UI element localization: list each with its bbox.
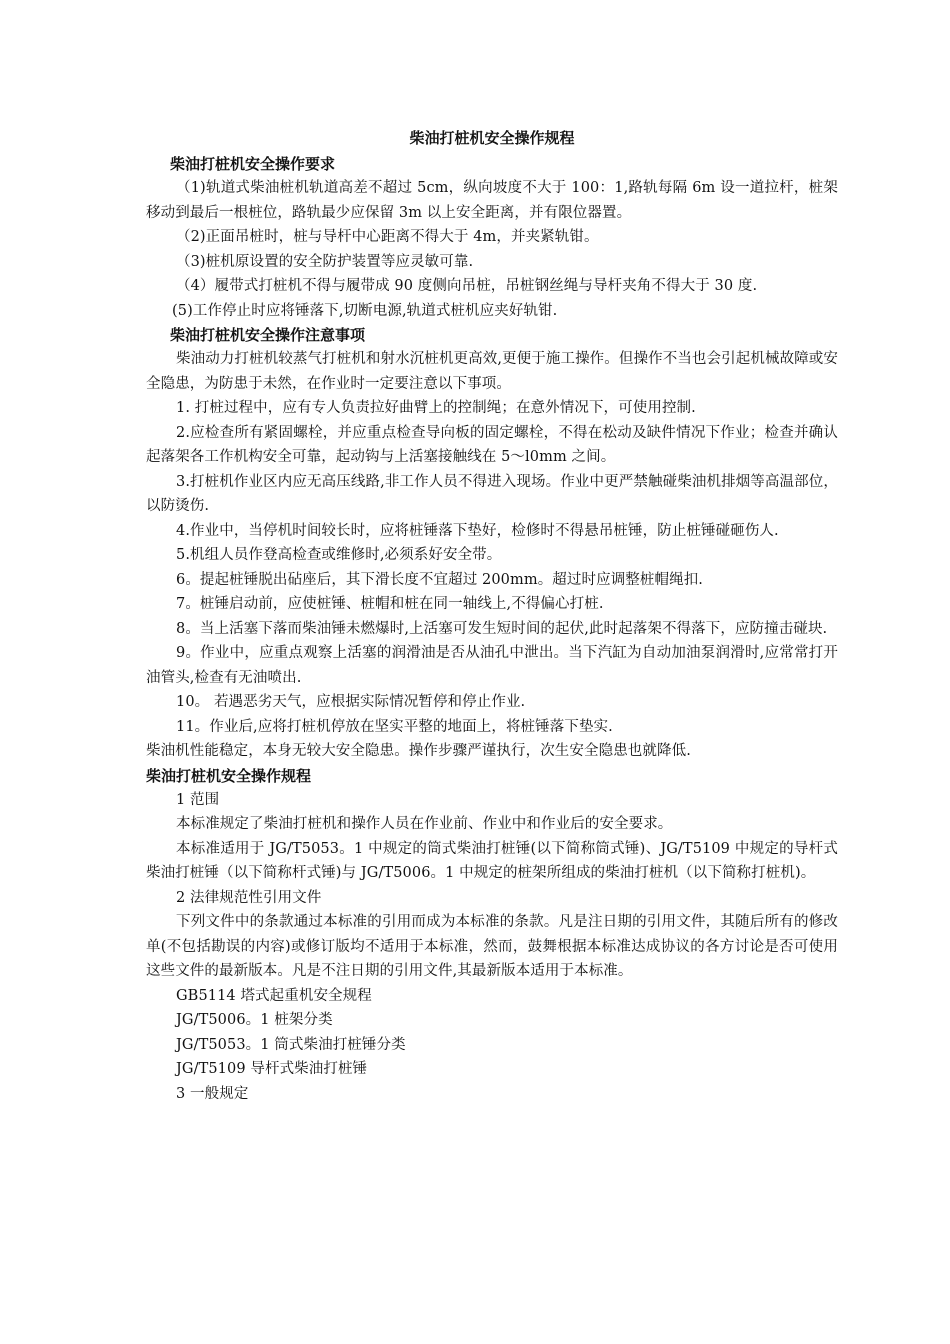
- requirement-item: (5)工作停止时应将锤落下,切断电源,轨道式桩机应夹好轨钳.: [172, 302, 558, 319]
- scope-paragraph: 本标准规定了柴油打桩机和操作人员在作业前、作业中和作业后的安全要求。: [176, 816, 673, 832]
- precaution-item: 9。作业中，应重点观察上活塞的润滑油是否从油孔中泄出。当下汽缸为自动加油泵润滑时,应常常打开油管头,检查有无油喷出.: [146, 645, 838, 686]
- precautions-closing: 柴油机性能稳定，本身无较大安全隐患。操作步骤严谨执行，次生安全隐患也就降低.: [146, 743, 691, 759]
- precaution-item: 8。当上活塞下落而柴油锤未燃爆时,上活塞可发生短时间的起伏,此时起落架不得落下，应防撞击碰块.: [176, 620, 828, 637]
- precaution-item: 4.作业中，当停机时间较长时，应将桩锤落下垫好，检修时不得悬吊桩锤，防止桩锤碰砸伤人.: [176, 522, 779, 539]
- reference-item: JG/T5006。1 桩架分类: [176, 1012, 333, 1028]
- section-heading-precautions: 柴油打桩机安全操作注意事项: [170, 326, 366, 344]
- precautions-intro: 柴油动力打桩机较蒸气打桩机和射水沉桩机更高效,更便于施工操作。但操作不当也会引起机械故障或安全隐患，为防患于未然，在作业时一定要注意以下事项。: [146, 351, 838, 392]
- requirement-item: （1)轨道式柴油桩机轨道高差不超过 5cm，纵向坡度不大于 100：1,路轨每隔 6m 设一道拉杆，桩架移动到最后一根桩位，路轨最少应保留 3m 以上安全距离，并有限位器置。: [146, 180, 838, 221]
- general-rules-title: 3 一般规定: [176, 1085, 249, 1102]
- section-heading-procedures: 柴油打桩机安全操作规程: [146, 766, 312, 785]
- precaution-item: 10。 若遇恶劣天气，应根据实际情况暂停和停止作业.: [176, 694, 526, 710]
- precaution-item: 3.打桩机作业区内应无高压线路,非工作人员不得进入现场。作业中更严禁触碰柴油机排烟等高温部位，以防烫伤.: [146, 473, 838, 514]
- reference-item: GB5114 塔式起重机安全规程: [176, 987, 372, 1004]
- precaution-item: 1. 打桩过程中，应有专人负责拉好曲臂上的控制绳；在意外情况下，可使用控制.: [176, 400, 696, 416]
- reference-item: JG/T5053。1 筒式柴油打桩锤分类: [176, 1036, 406, 1053]
- references-paragraph: 下列文件中的条款通过本标准的引用而成为本标准的条款。凡是注日期的引用文件，其随后所有的修改单(不包括勘误的内容)或修订版均不适用于本标准，然而，鼓舞根据本标准达成协议的各方讨论是否可使用这些文件的最新版本。凡是不注日期的引用文件,其最新版本适用于本标准。: [146, 914, 838, 979]
- precaution-item: 11。作业后,应将打桩机停放在坚实平整的地面上，将桩锤落下垫实.: [176, 718, 613, 735]
- requirement-item: （2)正面吊桩时，桩与导杆中心距离不得大于 4m，并夹紧轨钳。: [176, 229, 599, 245]
- precaution-item: 5.机组人员作登高检查或维修时,必须系好安全带。: [176, 547, 502, 563]
- precaution-item: 7。桩锤启动前，应使桩锤、桩帽和桩在同一轴线上,不得偏心打桩.: [176, 596, 604, 612]
- requirement-item: （4）履带式打桩机不得与履带成 90 度侧向吊桩，吊桩钢丝绳与导杆夹角不得大于 30 度.: [176, 278, 758, 294]
- document-page: [146, 120, 838, 1106]
- references-title: 2 法律规范性引用文件: [176, 889, 322, 906]
- section-heading-requirements: 柴油打桩机安全操作要求: [170, 155, 336, 173]
- precaution-item: 6。提起桩锤脱出砧座后，其下滑长度不宜超过 200mm。超过时应调整桩帽绳扣.: [176, 571, 704, 588]
- scope-title: 1 范围: [176, 791, 220, 808]
- scope-paragraph: 本标准适用于 JG/T5053。1 中规定的筒式柴油打桩锤(以下简称筒式锤)、JG/T5109 中规定的导杆式柴油打桩锤（以下简称杆式锤)与 JG/T5006。1 中规定的桩架所组成的柴油打桩机（以下简称打桩机)。: [146, 840, 838, 881]
- requirement-item: （3)桩机原设置的安全防护装置等应灵敏可靠.: [176, 253, 474, 270]
- document-title: 柴油打桩机安全操作规程: [409, 129, 575, 147]
- precaution-item: 2.应检查所有紧固螺栓，并应重点检查导向板的固定螺栓，不得在松动及缺件情况下作业；检查并确认起落架各工作机构安全可靠，起动钩与上活塞接触线在 5～l0mm 之间。: [146, 424, 838, 465]
- reference-item: JG/T5109 导杆式柴油打桩锤: [176, 1061, 368, 1077]
